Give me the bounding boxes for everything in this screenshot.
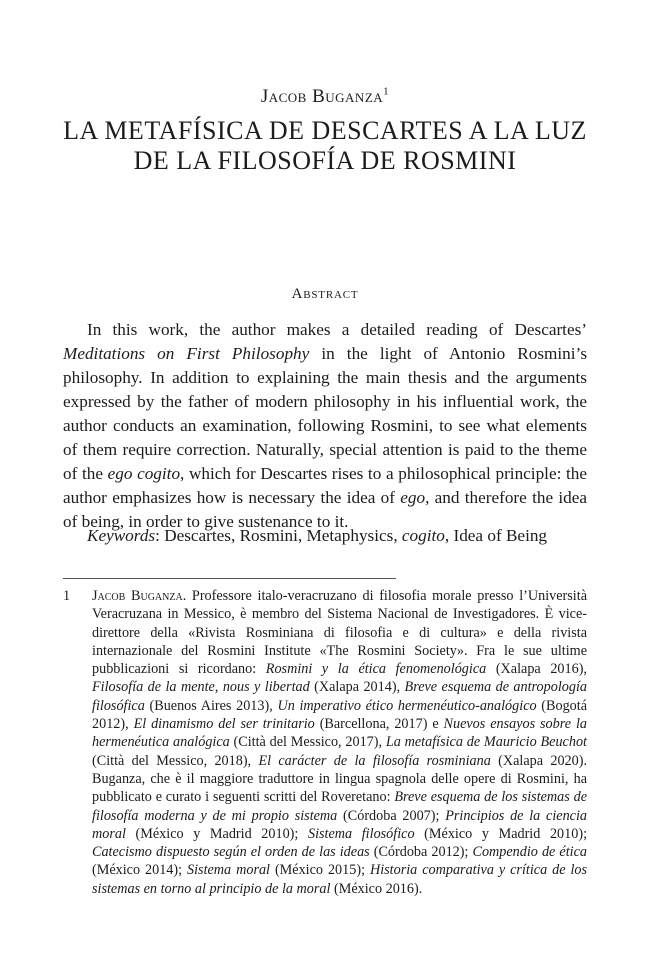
footnote [63, 587, 587, 898]
abstract-text-3: , which for Descartes rises to a philosophical principle: the author emphasizes how is necessary the idea of [63, 464, 587, 507]
footnote-text: (México 2016). [330, 880, 423, 897]
abstract-text [63, 318, 587, 534]
footnote-text: (Xalapa 2014), [309, 679, 405, 696]
title-line-2: DE LA FILOSOFÍA DE ROSMINI [133, 146, 517, 175]
keywords-label: Keywords [87, 526, 156, 545]
article-title [50, 116, 600, 176]
footnote-text: (Città del Messico, 2018), [92, 752, 259, 769]
footnote-text: (Xalapa 2016), [486, 661, 587, 678]
keywords [63, 524, 587, 548]
footnote-text: (Córdoba 2007); [337, 807, 446, 824]
footnote-work-title: Sistema filosófico [307, 825, 415, 842]
footnote-text: (Córdoba 2012); [369, 844, 473, 861]
footnote-body [92, 587, 587, 898]
title-line-1: LA METAFÍSICA DE DESCARTES A LA LUZ [63, 116, 587, 145]
keywords-text-2: , Idea of Being [444, 526, 548, 545]
footnote-work-title: El carácter de la filosofía rosminiana [258, 752, 491, 769]
footnote-number: 1 [63, 588, 71, 604]
keywords-text-1: : Descartes, Rosmini, Metaphysics, [155, 526, 402, 545]
footnote-author: Jacob Buganza [92, 588, 183, 604]
abstract-text-2: in the light of Antonio Rosmini’s philosophy. In addition to explaining the main thesis and the arguments expressed by the father of modern philosophy in his influential work, the author conducts an examination, following Rosmini, to see what elements of them require correction. Naturally, special attention is paid to the theme of the [63, 344, 588, 483]
abstract-italic-3: ego [400, 488, 426, 507]
footnote-text: . Professore italo-veracruzano di filosofia morale presso l’Università Veracruzana in Messico, è membro del Sistema Nacional de Investigadores. È vice-direttore della «Rivista Rosminiana di filosofia e di cultura» e della rivista internazionale del Rosmini Institute «The Rosmini Society». Fra le sue ultime pubblicazioni si ricordano: [92, 588, 587, 678]
abstract-text-4: , and therefore the idea of being, in order to give sustenance to it. [63, 488, 587, 531]
footnote-work-title: Compendio de ética [472, 844, 587, 861]
footnote-work-title: Sistema moral [187, 862, 270, 879]
keywords-italic-1: cogito [401, 526, 445, 545]
footnote-work-title: Catecismo dispuesto según el orden de las ideas [92, 844, 370, 861]
footnote-text: (Barcellona, 2017) e [314, 716, 444, 733]
footnote-work-title: Filosofía de la mente, nous y libertad [92, 679, 310, 696]
author-name [0, 86, 650, 108]
footnote-text: (México 2014); [92, 862, 188, 879]
footnote-text: (Buenos Aires 2013), [144, 697, 278, 714]
abstract-italic-2: ego cogito [107, 464, 181, 483]
abstract-text-1: In this work, the author makes a detailed reading of Descartes’ [87, 320, 587, 339]
footnote-text: (Bogotá 2012), [92, 697, 587, 733]
footnote-text: (Xalapa 2020). Buganza, che è il maggiore traduttore in lingua spagnola delle opere di Rosmini, ha pubblicato e curato i seguenti scritti del Roveretano: [92, 752, 587, 806]
footnote-text: (México y Madrid 2010); [125, 825, 308, 842]
footnote-separator [63, 578, 396, 579]
author-name-text: Jacob Buganza [260, 86, 384, 107]
abstract-heading: Abstract [291, 286, 359, 302]
footnote-work-title: Principios de la ciencia moral [92, 807, 587, 842]
footnote-work-title: Historia comparativa y crítica de los sistemas en torno al principio de la moral [92, 862, 588, 897]
footnote-work-title: El dinamismo del ser trinitario [133, 716, 315, 733]
footnote-work-title: Un imperativo ético hermenéutico-analógico [277, 697, 537, 714]
footnote-text: (México 2015); [270, 862, 370, 879]
footnote-work-title: Breve esquema de antropología filosófica [92, 679, 587, 714]
footnote-work-title: La metafísica de Mauricio Beuchot [385, 734, 587, 751]
footnote-work-title: Breve esquema de los sistemas de filosofía moderna y de mi propio sistema [92, 789, 587, 824]
footnote-text: (Città del Messico, 2017), [229, 734, 386, 751]
footnote-text: (México y Madrid 2010); [414, 825, 588, 842]
footnote-work-title: Rosmini y la ética fenomenológica [265, 661, 487, 678]
footnote-work-title: Nuevos ensayos sobre la hermenéutica analógica [92, 716, 587, 751]
abstract-italic-1: Meditations on First Philosophy [63, 344, 310, 363]
author-footnote-marker: 1 [383, 85, 390, 98]
